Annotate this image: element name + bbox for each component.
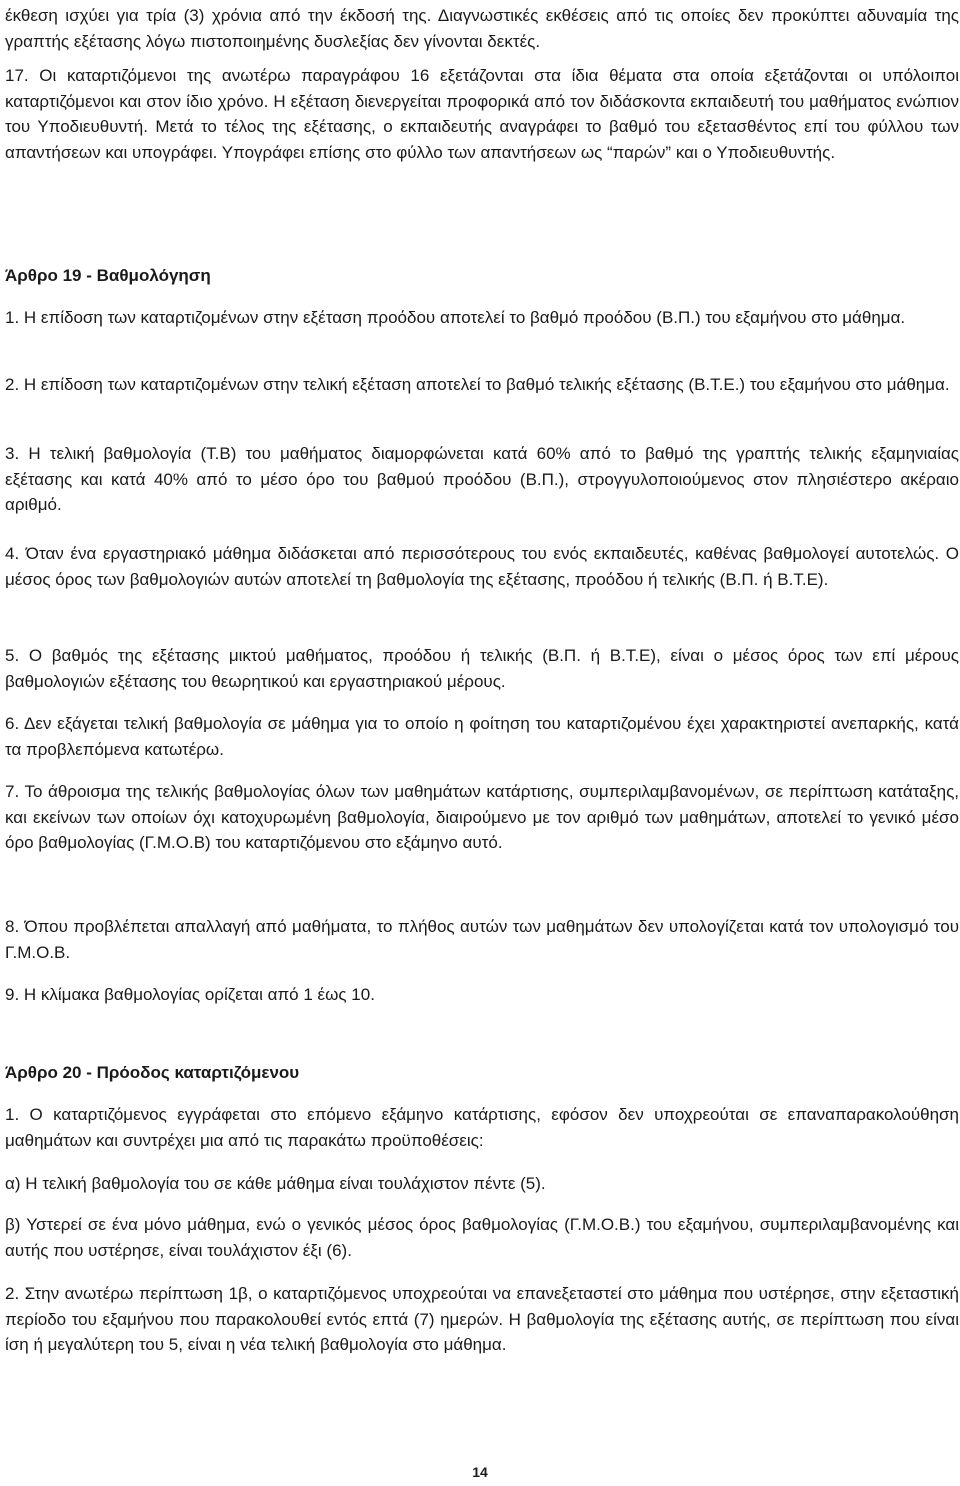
article-19-item-5: 5. Ο βαθμός της εξέτασης μικτού μαθήματος, προόδου ή τελικής (Β.Π. ή Β.Τ.Ε), είναι ο μέσος όρος των επί μέρους βαθμολογιών εξέτασης του θεωρητικού και εργαστηριακού μέρους. <box>5 646 959 691</box>
article-20-item-1a: α) Η τελική βαθμολογία του σε κάθε μάθημα είναι τουλάχιστον πέντε (5). <box>5 1174 546 1193</box>
article-20-item-2: 2. Στην ανωτέρω περίπτωση 1β, ο καταρτιζόμενος υποχρεούται να επανεξεταστεί στο μάθημα που υστέρησε, στην εξεταστική περίοδο του εξαμήνου που παρακολουθεί εντός επτά (7) ημερών. Η βαθμολογία της εξέτασης αυτής, σε περίπτωση που είναι ίση ή μεγαλύτερη του 5, είναι η νέα τελική βαθμολογία στο μάθημα. <box>5 1284 959 1354</box>
paragraph-17: 17. Οι καταρτιζόμενοι της ανωτέρω παραγράφου 16 εξετάζονται στα ίδια θέματα στα οποία εξετάζονται οι υπόλοιποι καταρτιζόμενοι και στον ίδιο χρόνο. Η εξέταση διενεργείται προφορικά από τον διδάσκοντα εκπαιδευτή του μαθήματος ενώπιον του Υποδιευθυντή. Μετά το τέλος της εξέτασης, ο εκπαιδευτής αναγράφει το βαθμό του εξετασθέντος επί του φύλλου των απαντήσεων και υπογράφει. Υπογράφει επίσης στο φύλλο των απαντήσεων ως “παρών” και ο Υποδιευθυντής. <box>5 66 959 162</box>
article-19-item-7: 7. Το άθροισμα της τελικής βαθμολογίας όλων των μαθημάτων κατάρτισης, συμπεριλαμβανομένων, σε περίπτωση κατάταξης, και εκείνων των οποίων όχι κατοχυρωμένη βαθμολογία, διαιρούμενο με τον αριθμό των μαθημάτων, αποτελεί το γενικό μέσο όρο βαθμολογίας (Γ.Μ.Ο.Β) του καταρτιζόμενου στο εξάμηνο αυτό. <box>5 782 959 852</box>
article-19-item-9: 9. Η κλίμακα βαθμολογίας ορίζεται από 1 έως 10. <box>5 985 375 1004</box>
article-19-item-2: 2. Η επίδοση των καταρτιζομένων στην τελική εξέταση αποτελεί το βαθμό τελικής εξέτασης (Β.Τ.Ε.) του εξαμήνου στο μάθημα. <box>5 375 950 394</box>
article-19-item-3: 3. Η τελική βαθμολογία (Τ.Β) του μαθήματος διαμορφώνεται κατά 60% από το βαθμό της γραπτής τελικής εξαμηνιαίας εξέτασης και κατά 40% από το μέσο όρο του βαθμού προόδου (Β.Π.), στρογγυλοποιούμενος στον πλησιέστερο ακέραιο αριθμό. <box>5 444 959 514</box>
article-20-heading: Άρθρο 20 - Πρόοδος καταρτιζόμενου <box>5 1063 300 1082</box>
page-number: 14 <box>472 1464 488 1480</box>
article-20-item-1: 1. Ο καταρτιζόμενος εγγράφεται στο επόμενο εξάμηνο κατάρτισης, εφόσον δεν υποχρεούται σε επαναπαρακολούθηση μαθημάτων και συντρέχει μια από τις παρακάτω προϋποθέσεις: <box>5 1105 959 1150</box>
article-19-heading: Άρθρο 19 - Βαθμολόγηση <box>5 266 211 285</box>
article-19-item-8: 8. Όπου προβλέπεται απαλλαγή από μαθήματα, το πλήθος αυτών των μαθημάτων δεν υπολογίζεται κατά τον υπολογισμό του Γ.Μ.Ο.Β. <box>5 917 959 962</box>
intro-paragraph: έκθεση ισχύει για τρία (3) χρόνια από την έκδοσή της. Διαγνωστικές εκθέσεις από τις οποίες δεν προκύπτει αδυναμία της γραπτής εξέτασης λόγω πιστοποιημένης δυσλεξίας δεν γίνονται δεκτές. <box>5 6 959 51</box>
article-19-item-4: 4. Όταν ένα εργαστηριακό μάθημα διδάσκεται από περισσότερους του ενός εκπαιδευτές, καθένας βαθμολογεί αυτοτελώς. Ο μέσος όρος των βαθμολογιών αυτών αποτελεί τη βαθμολογία της εξέτασης, προόδου ή τελικής (Β.Π. ή Β.Τ.Ε). <box>5 544 959 589</box>
article-19-item-1: 1. Η επίδοση των καταρτιζομένων στην εξέταση προόδου αποτελεί το βαθμό προόδου (Β.Π.) του εξαμήνου στο μάθημα. <box>5 308 906 327</box>
article-20-item-1b: β) Υστερεί σε ένα μόνο μάθημα, ενώ ο γενικός μέσος όρος βαθμολογίας (Γ.Μ.Ο.Β.) του εξαμήνου, συμπεριλαμβανομένης και αυτής που υστέρησε, είναι τουλάχιστον έξι (6). <box>5 1215 959 1260</box>
article-19-item-6: 6. Δεν εξάγεται τελική βαθμολογία σε μάθημα για το οποίο η φοίτηση του καταρτιζομένου έχει χαρακτηριστεί ανεπαρκής, κατά τα προβλεπόμενα κατωτέρω. <box>5 714 959 759</box>
